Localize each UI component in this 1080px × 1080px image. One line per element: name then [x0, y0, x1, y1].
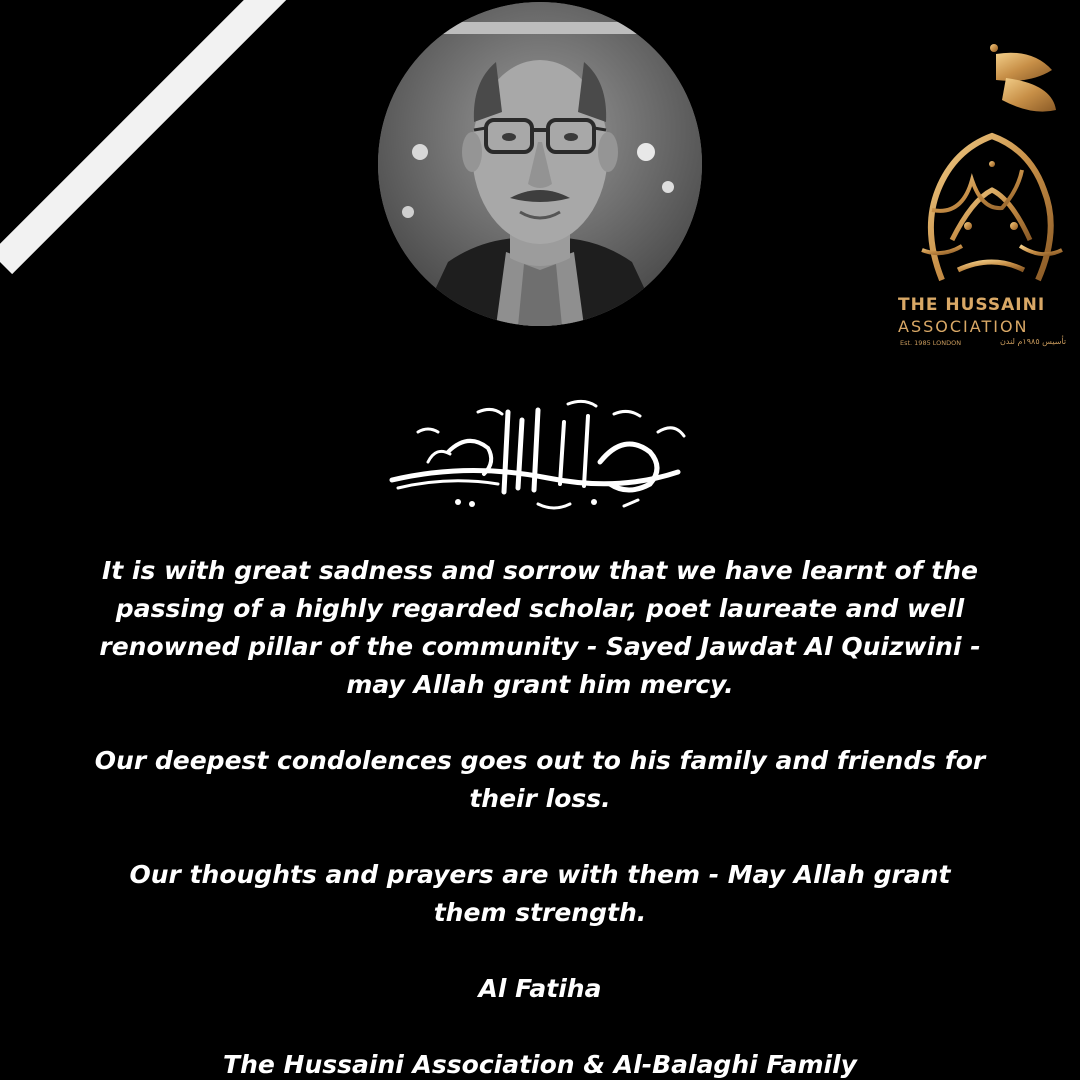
logo-established: Est. 1985 LONDON [900, 339, 962, 347]
portrait-illustration [378, 2, 702, 326]
fatiha-line: Al Fatiha [478, 974, 602, 1003]
portrait-photo [378, 2, 702, 326]
message-line: Our thoughts and prayers are with them - May Allah grant [129, 860, 951, 889]
basmala-calligraphy [388, 392, 692, 522]
hussaini-association-logo [892, 40, 1080, 360]
basmala-icon [388, 392, 692, 522]
paragraph-gap [40, 704, 1040, 742]
message-line: passing of a highly regarded scholar, poet laureate and well [115, 594, 965, 623]
message-line: them strength. [433, 898, 647, 927]
message-line: Our deepest condolences goes out to his family and friends for [94, 746, 986, 775]
message-line: their loss. [469, 784, 611, 813]
message-line: may Allah grant him mercy. [346, 670, 734, 699]
paragraph-gap [40, 1008, 1040, 1046]
message-line: It is with great sadness and sorrow that we have learnt of the [101, 556, 979, 585]
hussaini-association-emblem-icon [902, 40, 1072, 290]
signature-line: The Hussaini Association & Al-Balaghi Family [223, 1050, 857, 1079]
condolence-message [40, 552, 1040, 1080]
paragraph-gap [40, 818, 1040, 856]
message-line: renowned pillar of the community - Sayed Jawdat Al Quizwini - [99, 632, 981, 661]
logo-name: THE HUSSAINI [898, 295, 1046, 315]
logo-subtitle: ASSOCIATION [898, 317, 1029, 336]
paragraph-gap [40, 932, 1040, 970]
logo-established-arabic: تأسيس ١٩٨٥م لندن [1000, 337, 1067, 346]
mourning-ribbon [0, 0, 309, 274]
